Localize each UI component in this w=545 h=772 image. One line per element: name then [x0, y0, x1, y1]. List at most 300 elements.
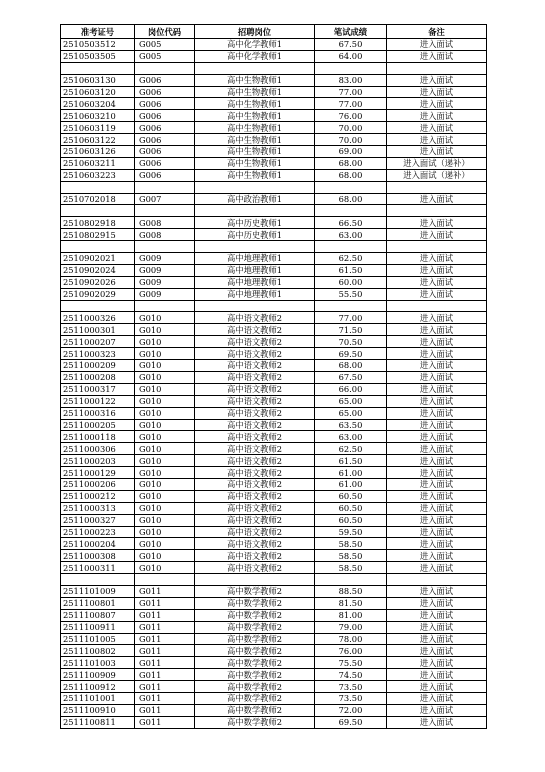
- empty-cell: [387, 181, 487, 193]
- empty-cell: [315, 205, 387, 217]
- cell-remark: 进入面试: [387, 669, 487, 681]
- cell-remark: 进入面试: [387, 276, 487, 288]
- cell-position-code: G010: [135, 467, 195, 479]
- group-separator-row: [61, 574, 487, 586]
- cell-position: 高中语文教师2: [195, 336, 315, 348]
- cell-exam-id: 2511100802: [61, 645, 135, 657]
- cell-remark: 进入面试: [387, 490, 487, 502]
- cell-score: 72.00: [315, 704, 387, 716]
- cell-remark: 进入面试: [387, 288, 487, 300]
- table-row: [61, 467, 487, 479]
- cell-exam-id: 2510603211: [61, 157, 135, 169]
- cell-score: 69.00: [315, 146, 387, 158]
- table-row: [61, 122, 487, 134]
- cell-position: 高中政治教师1: [195, 193, 315, 205]
- cell-remark: 进入面试: [387, 443, 487, 455]
- cell-remark: 进入面试: [387, 621, 487, 633]
- table-row: [61, 669, 487, 681]
- cell-position-code: G010: [135, 324, 195, 336]
- cell-remark: 进入面试: [387, 431, 487, 443]
- cell-score: 77.00: [315, 98, 387, 110]
- cell-position: 高中数学教师2: [195, 716, 315, 728]
- cell-position-code: G010: [135, 431, 195, 443]
- cell-remark: 进入面试: [387, 597, 487, 609]
- cell-exam-id: 2511000323: [61, 348, 135, 360]
- cell-exam-id: 2511000326: [61, 312, 135, 324]
- cell-position: 高中数学教师2: [195, 597, 315, 609]
- table-row: [61, 645, 487, 657]
- cell-exam-id: 2510902021: [61, 253, 135, 265]
- table-row: [61, 312, 487, 324]
- cell-position: 高中数学教师2: [195, 657, 315, 669]
- table-row: [61, 253, 487, 265]
- cell-remark: 进入面试: [387, 50, 487, 62]
- cell-position-code: G010: [135, 348, 195, 360]
- cell-score: 61.00: [315, 478, 387, 490]
- table-row: [61, 443, 487, 455]
- cell-exam-id: 2511000209: [61, 360, 135, 372]
- cell-score: 65.00: [315, 407, 387, 419]
- cell-position: 高中历史教师1: [195, 229, 315, 241]
- cell-position-code: G006: [135, 134, 195, 146]
- table-row: [61, 288, 487, 300]
- cell-remark: 进入面试: [387, 193, 487, 205]
- table-row: [61, 681, 487, 693]
- cell-position: 高中数学教师2: [195, 609, 315, 621]
- cell-position-code: G006: [135, 122, 195, 134]
- cell-exam-id: 2511000118: [61, 431, 135, 443]
- cell-exam-id: 2511100910: [61, 704, 135, 716]
- cell-exam-id: 2511100811: [61, 716, 135, 728]
- cell-exam-id: 2510503505: [61, 50, 135, 62]
- table-row: [61, 229, 487, 241]
- empty-cell: [387, 62, 487, 74]
- group-separator-row: [61, 205, 487, 217]
- table-row: [61, 692, 487, 704]
- cell-position-code: G006: [135, 157, 195, 169]
- cell-exam-id: 2511101001: [61, 692, 135, 704]
- cell-exam-id: 2511101009: [61, 585, 135, 597]
- cell-exam-id: 2511100909: [61, 669, 135, 681]
- empty-cell: [61, 62, 135, 74]
- cell-position: 高中生物教师1: [195, 134, 315, 146]
- cell-position-code: G011: [135, 704, 195, 716]
- cell-exam-id: 2511101003: [61, 657, 135, 669]
- cell-position: 高中语文教师2: [195, 490, 315, 502]
- cell-position: 高中语文教师2: [195, 383, 315, 395]
- table-row: [61, 526, 487, 538]
- cell-position: 高中数学教师2: [195, 621, 315, 633]
- cell-position: 高中语文教师2: [195, 550, 315, 562]
- empty-cell: [61, 181, 135, 193]
- cell-position-code: G005: [135, 50, 195, 62]
- cell-score: 62.50: [315, 443, 387, 455]
- cell-score: 74.50: [315, 669, 387, 681]
- empty-cell: [387, 205, 487, 217]
- empty-cell: [135, 574, 195, 586]
- cell-score: 68.00: [315, 169, 387, 181]
- cell-position-code: G006: [135, 146, 195, 158]
- cell-position-code: G006: [135, 169, 195, 181]
- cell-exam-id: 2510603122: [61, 134, 135, 146]
- cell-position: 高中地理教师1: [195, 288, 315, 300]
- cell-exam-id: 2510902029: [61, 288, 135, 300]
- empty-cell: [387, 300, 487, 312]
- group-separator-row: [61, 300, 487, 312]
- cell-score: 67.50: [315, 39, 387, 51]
- cell-exam-id: 2510603126: [61, 146, 135, 158]
- header-position-code: 岗位代码: [135, 25, 195, 39]
- cell-score: 60.50: [315, 490, 387, 502]
- table-row: [61, 134, 487, 146]
- cell-position-code: G009: [135, 276, 195, 288]
- table-row: [61, 478, 487, 490]
- cell-remark: 进入面试: [387, 633, 487, 645]
- empty-cell: [315, 181, 387, 193]
- cell-remark: 进入面试（递补）: [387, 157, 487, 169]
- cell-exam-id: 2511101005: [61, 633, 135, 645]
- cell-position-code: G011: [135, 692, 195, 704]
- cell-position: 高中语文教师2: [195, 324, 315, 336]
- cell-remark: 进入面试: [387, 98, 487, 110]
- cell-exam-id: 2510603119: [61, 122, 135, 134]
- cell-position: 高中生物教师1: [195, 157, 315, 169]
- cell-position-code: G011: [135, 657, 195, 669]
- cell-position-code: G006: [135, 110, 195, 122]
- empty-cell: [315, 62, 387, 74]
- cell-remark: 进入面试: [387, 312, 487, 324]
- cell-position-code: G009: [135, 253, 195, 265]
- cell-exam-id: 2510603120: [61, 86, 135, 98]
- cell-exam-id: 2511000308: [61, 550, 135, 562]
- cell-exam-id: 2511000301: [61, 324, 135, 336]
- cell-position-code: G010: [135, 312, 195, 324]
- cell-remark: 进入面试: [387, 657, 487, 669]
- empty-cell: [61, 300, 135, 312]
- cell-remark: 进入面试: [387, 550, 487, 562]
- cell-score: 60.50: [315, 514, 387, 526]
- table-row: [61, 395, 487, 407]
- cell-remark: 进入面试: [387, 609, 487, 621]
- cell-remark: 进入面试: [387, 526, 487, 538]
- cell-exam-id: 2511000311: [61, 562, 135, 574]
- cell-score: 60.00: [315, 276, 387, 288]
- results-table: [60, 24, 487, 729]
- cell-position: 高中语文教师2: [195, 419, 315, 431]
- cell-position-code: G011: [135, 681, 195, 693]
- cell-remark: 进入面试: [387, 681, 487, 693]
- cell-score: 77.00: [315, 86, 387, 98]
- empty-cell: [195, 300, 315, 312]
- header-row: [61, 25, 487, 39]
- cell-remark: 进入面试: [387, 229, 487, 241]
- cell-position-code: G010: [135, 407, 195, 419]
- cell-position-code: G008: [135, 217, 195, 229]
- cell-exam-id: 2511000206: [61, 478, 135, 490]
- cell-exam-id: 2510603210: [61, 110, 135, 122]
- empty-cell: [315, 241, 387, 253]
- cell-exam-id: 2511000205: [61, 419, 135, 431]
- cell-position: 高中数学教师2: [195, 681, 315, 693]
- cell-position: 高中化学教师1: [195, 39, 315, 51]
- cell-position: 高中生物教师1: [195, 86, 315, 98]
- empty-cell: [315, 574, 387, 586]
- cell-position-code: G009: [135, 264, 195, 276]
- cell-position-code: G009: [135, 288, 195, 300]
- cell-position: 高中语文教师2: [195, 348, 315, 360]
- cell-exam-id: 2510902024: [61, 264, 135, 276]
- empty-cell: [387, 574, 487, 586]
- results-body: [61, 39, 487, 729]
- cell-remark: 进入面试: [387, 217, 487, 229]
- empty-cell: [135, 241, 195, 253]
- cell-score: 68.00: [315, 157, 387, 169]
- cell-position-code: G010: [135, 360, 195, 372]
- cell-score: 65.00: [315, 395, 387, 407]
- header-exam-id: 准考证号: [61, 25, 135, 39]
- table-row: [61, 585, 487, 597]
- cell-position-code: G011: [135, 669, 195, 681]
- cell-score: 59.50: [315, 526, 387, 538]
- cell-score: 63.50: [315, 419, 387, 431]
- cell-remark: 进入面试: [387, 645, 487, 657]
- cell-exam-id: 2511000223: [61, 526, 135, 538]
- table-row: [61, 169, 487, 181]
- cell-position-code: G011: [135, 609, 195, 621]
- cell-position: 高中语文教师2: [195, 360, 315, 372]
- table-row: [61, 455, 487, 467]
- cell-position: 高中语文教师2: [195, 502, 315, 514]
- empty-cell: [195, 241, 315, 253]
- cell-position-code: G010: [135, 562, 195, 574]
- cell-position: 高中语文教师2: [195, 371, 315, 383]
- cell-position-code: G010: [135, 383, 195, 395]
- cell-exam-id: 2510603130: [61, 74, 135, 86]
- cell-score: 63.00: [315, 229, 387, 241]
- cell-exam-id: 2511000208: [61, 371, 135, 383]
- cell-score: 70.00: [315, 122, 387, 134]
- table-row: [61, 50, 487, 62]
- cell-exam-id: 2510702018: [61, 193, 135, 205]
- cell-remark: 进入面试: [387, 692, 487, 704]
- cell-exam-id: 2511000204: [61, 538, 135, 550]
- cell-position: 高中语文教师2: [195, 312, 315, 324]
- table-row: [61, 193, 487, 205]
- empty-cell: [135, 62, 195, 74]
- table-row: [61, 562, 487, 574]
- empty-cell: [61, 205, 135, 217]
- cell-position-code: G010: [135, 526, 195, 538]
- cell-position: 高中语文教师2: [195, 443, 315, 455]
- cell-score: 76.00: [315, 645, 387, 657]
- cell-remark: 进入面试: [387, 478, 487, 490]
- cell-position: 高中语文教师2: [195, 478, 315, 490]
- header-position: 招聘岗位: [195, 25, 315, 39]
- cell-score: 68.00: [315, 360, 387, 372]
- table-row: [61, 704, 487, 716]
- table-row: [61, 157, 487, 169]
- cell-remark: 进入面试（递补）: [387, 169, 487, 181]
- cell-score: 77.00: [315, 312, 387, 324]
- table-row: [61, 98, 487, 110]
- empty-cell: [195, 181, 315, 193]
- cell-exam-id: 2511000327: [61, 514, 135, 526]
- table-row: [61, 276, 487, 288]
- table-row: [61, 146, 487, 158]
- cell-remark: 进入面试: [387, 419, 487, 431]
- cell-remark: 进入面试: [387, 74, 487, 86]
- cell-score: 58.50: [315, 550, 387, 562]
- cell-remark: 进入面试: [387, 134, 487, 146]
- empty-cell: [195, 205, 315, 217]
- cell-remark: 进入面试: [387, 585, 487, 597]
- cell-score: 64.00: [315, 50, 387, 62]
- cell-remark: 进入面试: [387, 371, 487, 383]
- cell-exam-id: 2510802918: [61, 217, 135, 229]
- empty-cell: [195, 62, 315, 74]
- cell-position-code: G008: [135, 229, 195, 241]
- cell-remark: 进入面试: [387, 146, 487, 158]
- cell-position-code: G010: [135, 502, 195, 514]
- table-row: [61, 336, 487, 348]
- cell-exam-id: 2511000313: [61, 502, 135, 514]
- table-row: [61, 74, 487, 86]
- cell-position: 高中历史教师1: [195, 217, 315, 229]
- cell-position: 高中语文教师2: [195, 431, 315, 443]
- cell-exam-id: 2510802915: [61, 229, 135, 241]
- header-remark: 备注: [387, 25, 487, 39]
- cell-exam-id: 2510902026: [61, 276, 135, 288]
- cell-position-code: G010: [135, 514, 195, 526]
- cell-remark: 进入面试: [387, 383, 487, 395]
- cell-remark: 进入面试: [387, 704, 487, 716]
- cell-remark: 进入面试: [387, 467, 487, 479]
- group-separator-row: [61, 62, 487, 74]
- cell-remark: 进入面试: [387, 348, 487, 360]
- cell-score: 75.50: [315, 657, 387, 669]
- cell-score: 62.50: [315, 253, 387, 265]
- cell-position: 高中生物教师1: [195, 110, 315, 122]
- cell-position-code: G006: [135, 86, 195, 98]
- table-row: [61, 657, 487, 669]
- table-row: [61, 609, 487, 621]
- cell-score: 73.50: [315, 692, 387, 704]
- cell-position: 高中地理教师1: [195, 253, 315, 265]
- table-row: [61, 383, 487, 395]
- cell-score: 61.00: [315, 467, 387, 479]
- cell-score: 60.50: [315, 502, 387, 514]
- cell-position-code: G011: [135, 633, 195, 645]
- cell-position: 高中地理教师1: [195, 264, 315, 276]
- table-row: [61, 550, 487, 562]
- cell-remark: 进入面试: [387, 514, 487, 526]
- group-separator-row: [61, 241, 487, 253]
- cell-position: 高中数学教师2: [195, 704, 315, 716]
- table-row: [61, 407, 487, 419]
- cell-score: 66.50: [315, 217, 387, 229]
- cell-score: 69.50: [315, 716, 387, 728]
- cell-position-code: G010: [135, 395, 195, 407]
- table-row: [61, 538, 487, 550]
- cell-remark: 进入面试: [387, 538, 487, 550]
- cell-remark: 进入面试: [387, 502, 487, 514]
- cell-position: 高中生物教师1: [195, 74, 315, 86]
- cell-position-code: G010: [135, 371, 195, 383]
- cell-exam-id: 2511000207: [61, 336, 135, 348]
- cell-remark: 进入面试: [387, 716, 487, 728]
- empty-cell: [315, 300, 387, 312]
- cell-score: 83.00: [315, 74, 387, 86]
- cell-position: 高中语文教师2: [195, 395, 315, 407]
- empty-cell: [135, 300, 195, 312]
- cell-remark: 进入面试: [387, 562, 487, 574]
- cell-score: 63.00: [315, 431, 387, 443]
- empty-cell: [135, 181, 195, 193]
- cell-position: 高中数学教师2: [195, 692, 315, 704]
- cell-position-code: G011: [135, 645, 195, 657]
- cell-remark: 进入面试: [387, 86, 487, 98]
- table-row: [61, 431, 487, 443]
- cell-score: 81.50: [315, 597, 387, 609]
- cell-remark: 进入面试: [387, 455, 487, 467]
- cell-exam-id: 2510503512: [61, 39, 135, 51]
- table-row: [61, 360, 487, 372]
- cell-position: 高中语文教师2: [195, 562, 315, 574]
- cell-position: 高中化学教师1: [195, 50, 315, 62]
- cell-exam-id: 2511100912: [61, 681, 135, 693]
- cell-remark: 进入面试: [387, 264, 487, 276]
- cell-position: 高中语文教师2: [195, 526, 315, 538]
- cell-position-code: G005: [135, 39, 195, 51]
- table-row: [61, 264, 487, 276]
- cell-remark: 进入面试: [387, 407, 487, 419]
- cell-position: 高中生物教师1: [195, 98, 315, 110]
- cell-score: 88.50: [315, 585, 387, 597]
- cell-score: 66.00: [315, 383, 387, 395]
- table-row: [61, 324, 487, 336]
- cell-exam-id: 2511100801: [61, 597, 135, 609]
- empty-cell: [61, 241, 135, 253]
- cell-position-code: G010: [135, 336, 195, 348]
- cell-position-code: G006: [135, 74, 195, 86]
- cell-position-code: G010: [135, 538, 195, 550]
- empty-cell: [61, 574, 135, 586]
- cell-score: 61.50: [315, 264, 387, 276]
- cell-score: 78.00: [315, 633, 387, 645]
- cell-score: 70.00: [315, 134, 387, 146]
- table-row: [61, 419, 487, 431]
- cell-position-code: G011: [135, 585, 195, 597]
- cell-position-code: G010: [135, 455, 195, 467]
- cell-position: 高中数学教师2: [195, 669, 315, 681]
- cell-position: 高中地理教师1: [195, 276, 315, 288]
- table-row: [61, 110, 487, 122]
- cell-remark: 进入面试: [387, 336, 487, 348]
- table-row: [61, 514, 487, 526]
- cell-exam-id: 2511000306: [61, 443, 135, 455]
- table-row: [61, 86, 487, 98]
- table-row: [61, 502, 487, 514]
- cell-score: 58.50: [315, 538, 387, 550]
- cell-position-code: G011: [135, 716, 195, 728]
- cell-remark: 进入面试: [387, 324, 487, 336]
- empty-cell: [195, 574, 315, 586]
- cell-remark: 进入面试: [387, 122, 487, 134]
- cell-position: 高中语文教师2: [195, 407, 315, 419]
- cell-score: 68.00: [315, 193, 387, 205]
- cell-exam-id: 2510603204: [61, 98, 135, 110]
- header-score: 笔试成绩: [315, 25, 387, 39]
